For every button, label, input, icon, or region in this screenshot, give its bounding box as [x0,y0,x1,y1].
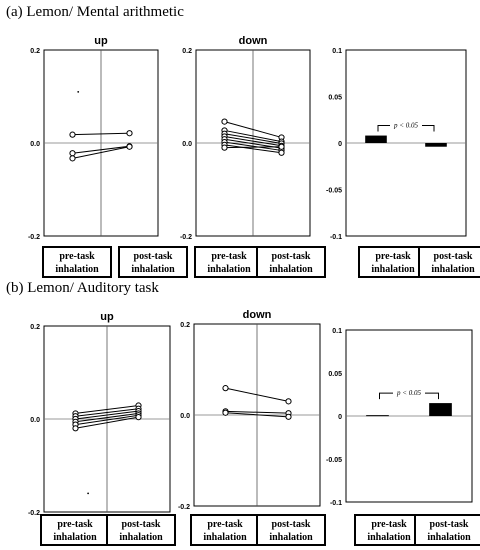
x-label-line2: inhalation [119,532,163,543]
y-tick-label-4-1: 0.0 [180,413,190,420]
data-point-4-2-1 [286,414,291,419]
y-tick-label-5-4: -0.1 [329,500,342,507]
data-point-1-7-0 [222,145,227,150]
x-label-line1: pre-task [371,519,407,530]
x-label-line2: inhalation [269,264,313,275]
stray-point-3 [87,493,89,495]
x-label-line1: pre-task [207,519,243,530]
data-point-1-6-1 [279,150,284,155]
bar-2-0 [365,136,387,143]
y-tick-label-0-1: 0.0 [30,141,40,148]
y-tick-label-2-0: 0.1 [332,48,342,55]
panel-title-4: down [242,309,272,321]
data-point-4-0-0 [223,386,228,391]
y-tick-label-3-2: -0.2 [27,510,40,517]
x-label-line1: post-task [433,251,473,262]
bar-5-1 [429,403,452,416]
x-label-line2: inhalation [431,264,475,275]
x-label-line1: pre-task [59,251,95,262]
x-label-line1: pre-task [57,519,93,530]
x-label-line2: inhalation [269,532,313,543]
y-tick-label-1-0: 0.2 [182,48,192,55]
data-point-4-0-1 [286,399,291,404]
section-title-a: (a) Lemon/ Mental arithmetic [6,4,184,20]
y-tick-label-3-0: 0.2 [30,324,40,331]
data-point-3-5-0 [73,426,78,431]
data-point-0-0-0 [70,132,75,137]
y-tick-label-0-0: 0.2 [30,48,40,55]
x-label-line2: inhalation [203,532,247,543]
y-tick-label-3-1: 0.0 [30,417,40,424]
data-point-1-0-0 [222,119,227,124]
panel-title-0: up [94,35,108,47]
x-label-line2: inhalation [371,264,415,275]
y-tick-label-5-2: 0 [338,414,342,421]
y-tick-label-0-2: -0.2 [27,234,40,241]
x-label-line1: post-task [121,519,161,530]
significance-label-2: p < 0.05 [394,121,418,130]
y-tick-label-4-0: 0.2 [180,322,190,329]
data-point-0-1-0 [70,151,75,156]
x-label-line1: pre-task [375,251,411,262]
x-label-line2: inhalation [131,264,175,275]
section-title-b: (b) Lemon/ Auditory task [6,280,159,296]
x-label-line1: post-task [271,251,311,262]
y-tick-label-1-2: -0.2 [179,234,192,241]
y-tick-label-5-0: 0.1 [332,328,342,335]
stray-point-0 [77,91,79,93]
significance-label-5: p < 0.05 [397,389,421,398]
y-tick-label-2-3: -0.05 [326,187,342,195]
y-tick-label-4-2: -0.2 [177,504,190,511]
data-point-0-2-1 [127,144,132,149]
y-tick-label-1-1: 0.0 [182,141,192,148]
data-point-1-7-1 [279,144,284,149]
y-tick-label-5-3: -0.05 [326,457,342,464]
x-label-line1: post-task [271,519,311,530]
x-label-line2: inhalation [367,532,411,543]
data-point-4-2-0 [223,410,228,415]
series-line-1-7 [225,147,282,148]
y-tick-label-2-4: -0.1 [329,234,342,241]
x-label-line2: inhalation [427,532,471,543]
y-tick-label-2-1: 0.05 [328,94,342,102]
bar-2-1 [425,143,447,147]
x-label-line2: inhalation [55,264,99,275]
x-label-line1: pre-task [211,251,247,262]
bar-5-0 [366,415,389,416]
x-label-line1: post-task [429,519,469,530]
data-point-0-2-0 [70,156,75,161]
panel-title-1: down [238,35,268,47]
x-label-line1: post-task [133,251,173,262]
panel-title-3: up [100,311,114,323]
y-tick-label-2-2: 0 [338,141,342,148]
data-point-3-5-1 [136,415,141,420]
y-tick-label-5-1: 0.05 [328,371,342,378]
x-label-line2: inhalation [207,264,251,275]
x-label-line2: inhalation [53,532,97,543]
data-point-0-0-1 [127,131,132,136]
series-line-0-0 [73,133,130,134]
